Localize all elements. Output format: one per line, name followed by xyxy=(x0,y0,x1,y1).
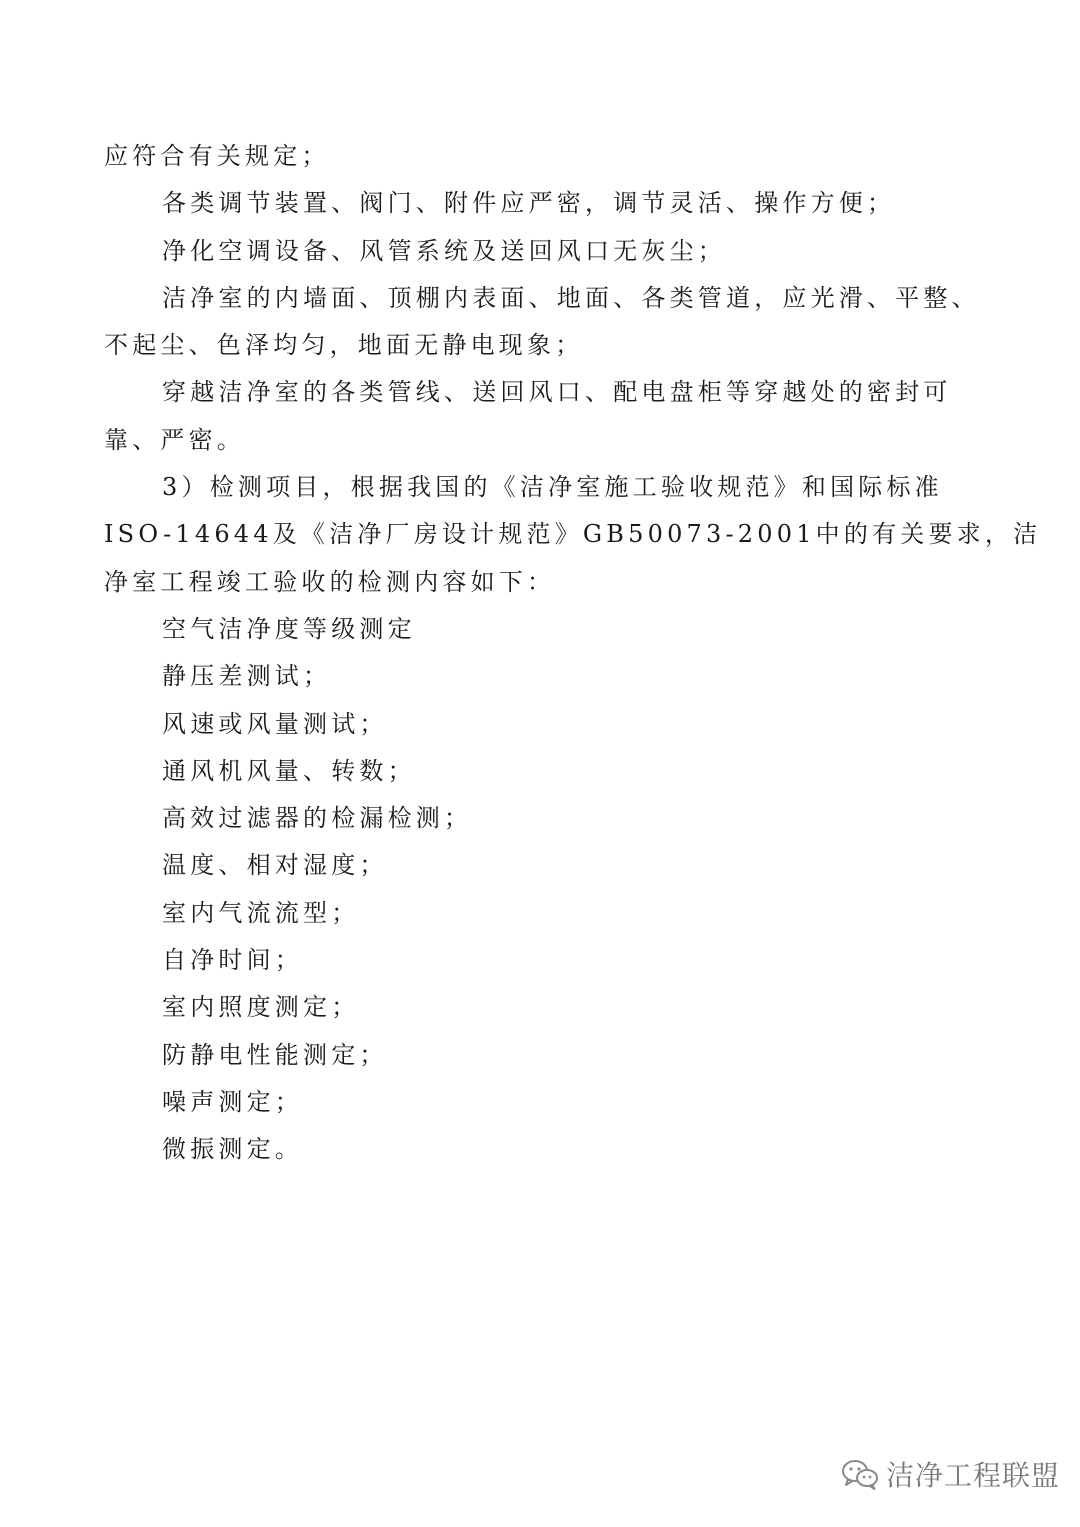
wechat-icon xyxy=(840,1458,880,1490)
text-line: 防静电性能测定； xyxy=(162,1040,388,1069)
text-line: 温度、相对湿度； xyxy=(162,851,388,880)
text-line: 风速或风量测试； xyxy=(162,709,388,738)
text-line: 高效过滤器的检漏检测； xyxy=(162,804,473,833)
text-line: 净化空调设备、风管系统及送回风口无灰尘； xyxy=(162,236,726,265)
text-line: 自净时间； xyxy=(162,946,303,975)
text-line: 不起尘、色泽均匀，地面无静电现象； xyxy=(104,331,584,360)
text-line: 微振测定。 xyxy=(162,1135,303,1164)
text-line: 应符合有关规定； xyxy=(104,142,330,170)
text-line: 净室工程竣工验收的检测内容如下： xyxy=(104,567,556,596)
text-line: 3）检测项目，根据我国的《洁净室施工验收规范》和国际标准 xyxy=(162,473,943,502)
text-line: 通风机风量、转数； xyxy=(162,756,416,785)
text-line: 靠、严密。 xyxy=(104,425,245,454)
document-body xyxy=(104,133,1042,1174)
watermark xyxy=(840,1456,1060,1492)
text-line: 静压差测试； xyxy=(162,662,332,691)
text-line: 各类调节装置、阀门、附件应严密，调节灵活、操作方便； xyxy=(162,189,896,218)
text-line: 室内照度测定； xyxy=(162,993,360,1022)
text-line: 穿越洁净室的各类管线、送回风口、配电盘柜等穿越处的密封可 xyxy=(162,378,952,407)
text-line: 洁净室的内墙面、顶棚内表面、地面、各类管道，应光滑、平整、 xyxy=(162,283,980,312)
text-line: ISO-14644及《洁净厂房设计规范》GB50073-2001中的有关要求，洁 xyxy=(104,520,1042,549)
text-line: 噪声测定； xyxy=(162,1087,303,1116)
text-line: 室内气流流型； xyxy=(162,898,360,927)
watermark-text: 洁净工程联盟 xyxy=(886,1459,1061,1492)
text-line: 空气洁净度等级测定 xyxy=(162,614,416,643)
